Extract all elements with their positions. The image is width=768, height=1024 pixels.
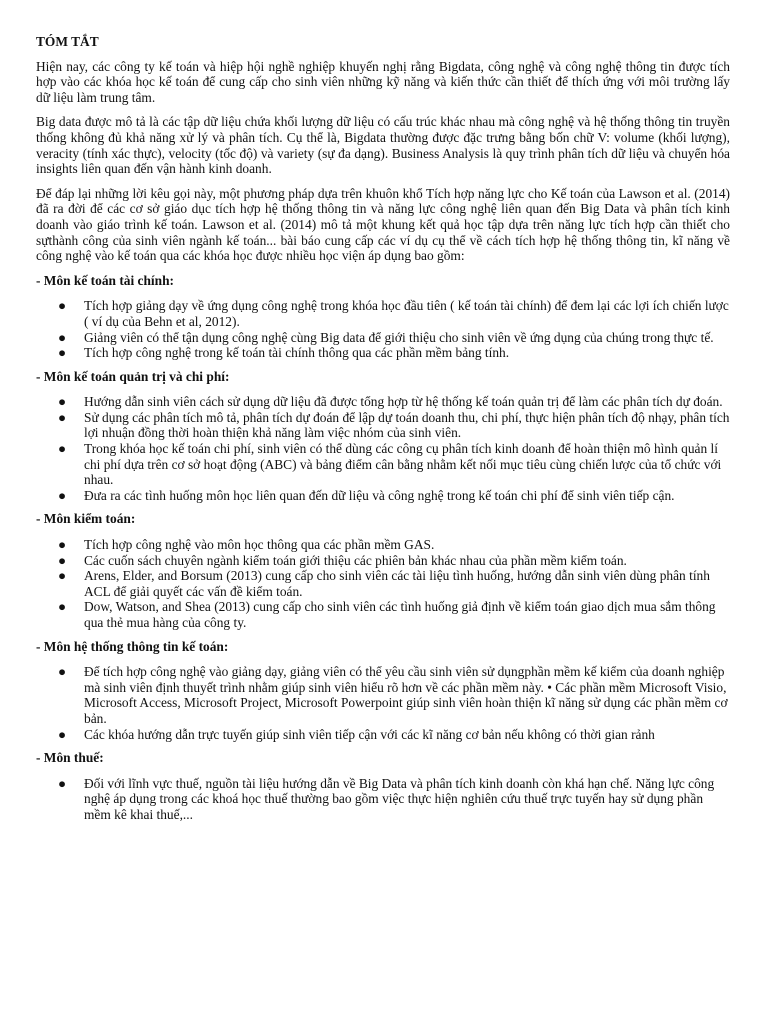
list-item-text: Arens, Elder, and Borsum (2013) cung cấp cho sinh viên các tài liệu tình huống, hướng dẫn sinh viên dùng phân tính ACL để giải quyết các vấn đề kiểm toán. <box>84 568 710 599</box>
list-item <box>36 441 730 488</box>
list-item <box>36 568 730 599</box>
bullet-icon: ● <box>58 664 67 680</box>
bullet-icon: ● <box>58 394 67 410</box>
list-item <box>36 537 730 553</box>
paragraph-big-data: Big data được mô tả là các tập dữ liệu chứa khối lượng dữ liệu có cấu trúc khác nhau mà công nghệ và hệ thống thông tin truyền thống không đủ khả năng xử lý và phân tích. Cụ thể là, Bigdata thường được đặc trưng bằng bốn chữ V: volume (khối lượng), veracity (tính xác thực), velocity (tốc độ) và variety (sự đa dạng). Business Analysis là quy trình phân tích dữ liệu và chuyển hóa insights liên quan đến vận hành kinh doanh. <box>36 114 730 177</box>
bullet-icon: ● <box>58 775 67 791</box>
list-item <box>36 727 730 743</box>
section-list-accounting-information-systems <box>36 664 730 742</box>
document-title: TÓM TẮT <box>36 34 99 49</box>
list-item <box>36 599 730 630</box>
list-item-text: Các khóa hướng dẫn trực tuyến giúp sinh viên tiếp cận với các kĩ năng cơ bản nếu không có thời gian rảnh <box>84 726 655 742</box>
bullet-icon: ● <box>58 345 67 361</box>
bullet-icon: ● <box>58 329 67 345</box>
bullet-icon: ● <box>58 298 67 314</box>
list-item-text: Đối với lĩnh vực thuế, nguồn tài liệu hướng dẫn về Big Data và phân tích kinh doanh còn khá hạn chế. Năng lực công nghệ áp dụng trong các khoá học thuế thường bao gồm việc thực hiện nghiên cứu thuế trực tuyến hay sử dụng phần mềm kê khai thuế,... <box>84 775 715 822</box>
bullet-icon: ● <box>58 552 67 568</box>
list-item-text: Dow, Watson, and Shea (2013) cung cấp cho sinh viên các tình huống giả định về kiểm toán giao dịch mua sắm thông qua thẻ mua hàng của công ty. <box>84 599 716 630</box>
list-item <box>36 664 730 726</box>
section-heading-auditing: - Môn kiểm toán: <box>36 511 136 527</box>
bullet-icon: ● <box>58 726 67 742</box>
list-item-text: Giảng viên có thể tận dụng công nghệ cùng Big data để giới thiệu cho sinh viên về ứng dụng của chúng trong thực tế. <box>84 329 714 345</box>
section-heading-tax: - Môn thuế: <box>36 750 104 766</box>
list-item-text: Sử dụng các phân tích mô tả, phân tích dự đoán để lập dự toán doanh thu, chi phí, thực hiện phân tích độ nhạy, phân tích lợi nhuận đồng thời hoàn thiện khả năng làm việc nhóm của sinh viên. <box>84 409 730 441</box>
list-item-text: Tích hợp công nghệ vào môn học thông qua các phần mềm GAS. <box>84 537 435 553</box>
section-heading-accounting-information-systems: - Môn hệ thống thông tin kế toán: <box>36 638 229 654</box>
bullet-icon: ● <box>58 537 67 553</box>
section-list-management-cost-accounting <box>36 394 730 503</box>
list-item <box>36 488 730 504</box>
bullet-icon: ● <box>58 409 67 425</box>
list-item-text: Để tích hợp công nghệ vào giảng dạy, giảng viên có thể yêu cầu sinh viên sử dụngphần mềm kế kiểm của doanh nghiệp mà sinh viên định thuyết trình nhằm giúp sinh viên hiểu rõ hơn về các phần mềm này. • Các phần mềm Microsoft Visio, Microsoft Access, Microsoft Project, Microsoft Powerpoint giúp sinh viên hoàn thiện kĩ năng sử dụng các phần mềm cơ bản. <box>84 664 728 726</box>
list-item <box>36 345 730 361</box>
bullet-icon: ● <box>58 568 67 584</box>
paragraph-intro: Hiện nay, các công ty kế toán và hiệp hội nghề nghiệp khuyến nghị rằng Bigdata, công nghệ và công nghệ thông tin được tích hợp vào các khóa học kế toán để cung cấp cho sinh viên những kỹ năng và kiến thức cần thiết để thích ứng với môi trường lấy dữ liệu làm trung tâm. <box>36 58 730 105</box>
list-item-text: Hướng dẫn sinh viên cách sử dụng dữ liệu đã được tổng hợp từ hệ thống kế toán quản trị để làm các phân tích dự đoán. <box>84 394 723 410</box>
list-item-text: Tích hợp giảng dạy về ứng dụng công nghệ trong khóa học đầu tiên ( kế toán tài chính) để đem lại các lợi ích chiến lược ( ví dụ của Behn et al, 2012). <box>84 298 729 329</box>
bullet-icon: ● <box>58 599 67 615</box>
paragraph-framework: Để đáp lại những lời kêu gọi này, một phương pháp dựa trên khuôn khổ Tích hợp năng lực cho Kế toán của Lawson et al. (2014) đã ra đời để các cơ sở giáo dục tích hợp hệ thống thông tin và năng lực công nghệ liên quan đến Big Data và phân tích kinh doanh vào giáo trình kế toán. Lawson et al. (2014) mô tả một khung kết quả học tập dựa trên năng lực tích hợp cần thiết cho sựthành công của sinh viên ngành kế toán... bài báo cung cấp các ví dụ cụ thể về cách tích hợp hệ thống thông tin, kĩ năng về công nghệ vào kế toán qua các khóa học được nhiều học viện áp dụng bao gồm: <box>36 185 730 264</box>
section-heading-management-cost-accounting: - Môn kế toán quản trị và chi phí: <box>36 368 230 384</box>
list-item <box>36 553 730 569</box>
list-item <box>36 410 730 441</box>
bullet-icon: ● <box>58 487 67 503</box>
list-item <box>36 330 730 346</box>
list-item <box>36 776 730 823</box>
section-list-auditing <box>36 537 730 631</box>
list-item-text: Đưa ra các tình huống môn học liên quan đến dữ liệu và công nghệ trong kế toán chi phí để sinh viên tiếp cận. <box>84 487 675 503</box>
bullet-icon: ● <box>58 441 67 457</box>
list-item-text: Trong khóa học kế toán chi phí, sinh viên có thể dùng các công cụ phân tích kinh doanh để hoàn thiện mô hình quản lí chi phí dựa trên cơ sở hoạt động (ABC) và bảng điểm cân bằng nhằm kết nối mục tiêu cùng chiến lược của tổ chức với nhau. <box>84 441 722 488</box>
section-list-financial-accounting <box>36 298 730 360</box>
list-item-text: Các cuốn sách chuyên ngành kiểm toán giới thiệu các phiên bản khác nhau của phần mềm kiểm toán. <box>84 552 627 568</box>
list-item-text: Tích hợp công nghệ trong kế toán tài chính thông qua các phần mềm bảng tính. <box>84 345 510 361</box>
section-heading-financial-accounting: - Môn kế toán tài chính: <box>36 272 175 288</box>
list-item <box>36 394 730 410</box>
list-item <box>36 298 730 329</box>
section-list-tax <box>36 776 730 823</box>
